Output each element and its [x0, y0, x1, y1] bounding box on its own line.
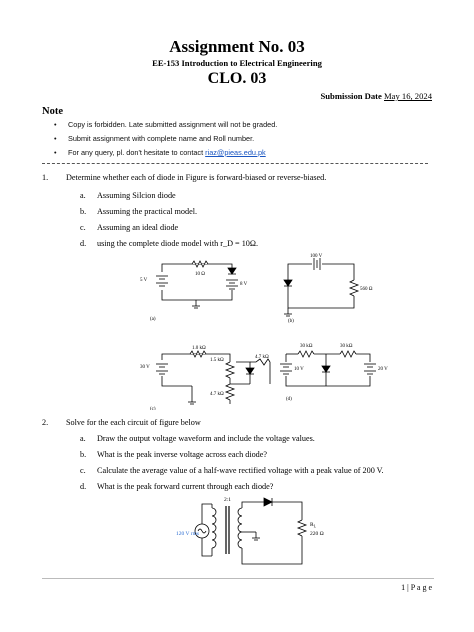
source-label: 120 V rms: [176, 531, 200, 537]
submission-date-line: [320, 91, 432, 101]
q2-part-letter: b.: [80, 450, 87, 459]
fig-c-label: 1.0 kΩ: [192, 346, 206, 351]
fig-a-caption: (a): [150, 317, 156, 322]
diode-icon: [264, 498, 272, 506]
load-resistor: [298, 520, 306, 536]
q1-circuit-figure: [140, 250, 390, 410]
note-bullet-text: Submit assignment with complete name and Roll number.: [68, 134, 255, 143]
q1-part-text: Assuming an ideal diode: [97, 223, 179, 232]
q1-part-text: using the complete diode model with r_D = 10Ω.: [97, 239, 259, 248]
fig-c-label: 30 V: [140, 365, 150, 370]
q1-text: Determine whether each of diode in Figure is forward-biased or reverse-biased.: [66, 173, 327, 182]
fig-b-caption: (b): [288, 319, 294, 324]
q2-part-text: What is the peak forward current through each diode?: [97, 482, 274, 491]
q1-part-letter: d.: [80, 239, 87, 248]
q1-number: 1.: [42, 173, 49, 182]
q1-part-text: Assuming the practical model.: [97, 207, 198, 216]
source-wire: [202, 538, 212, 556]
fig-a-label: 8 V: [240, 282, 248, 287]
q2-text: Solve for the each circuit of figure below: [66, 418, 201, 427]
rl-value: 220 Ω: [310, 531, 324, 537]
submission-date: May 16, 2024: [384, 91, 432, 101]
page-footer: [401, 583, 432, 592]
q2-part-text: Draw the output voltage waveform and include the voltage values.: [97, 434, 315, 443]
fig-b-label: 100 V: [310, 254, 323, 259]
q1-part-text: Assuming Silcion diode: [97, 191, 176, 200]
footer-divider: [42, 578, 434, 579]
q1-part-letter: b.: [80, 207, 87, 216]
course-title: EE-153 Introduction to Electrical Engineering: [152, 58, 322, 68]
rl-label: $R_L$: [310, 522, 317, 529]
fig-d-label: 10 V: [294, 367, 304, 372]
fig-c-label: 4.7 kΩ: [210, 392, 224, 397]
contact-email-link[interactable]: riaz@pieas.edu.pk: [205, 148, 266, 157]
q1-part-letter: a.: [80, 191, 86, 200]
sine-icon: [198, 529, 206, 533]
fig-c-label: 4.7 kΩ: [255, 355, 269, 360]
fig-c-caption: (c): [150, 407, 156, 410]
fig-b-label: 560 Ω: [360, 287, 373, 292]
q2-part-text: What is the peak inverse voltage across each diode?: [97, 450, 268, 459]
q2-part-letter: a.: [80, 434, 86, 443]
q2-part-letter: c.: [80, 466, 86, 475]
fig-d-label: 20 V: [378, 367, 388, 372]
q1-part-letter: c.: [80, 223, 86, 232]
assignment-title: Assignment No. 03: [169, 37, 305, 56]
fig-d-caption: (d): [286, 397, 292, 402]
primary-coil: [212, 508, 216, 548]
source-wire: [202, 504, 212, 524]
secondary-coil: [238, 508, 242, 548]
turns-ratio-label: 2:1: [224, 497, 232, 503]
separator-dashed: [42, 163, 428, 164]
page-number: 1: [401, 583, 406, 592]
q2-number: 2.: [42, 418, 49, 427]
note-bullet-text: Copy is forbidden. Late submitted assignment will not be graded.: [68, 120, 278, 129]
q2-part-text: Calculate the average value of a half-wave rectified voltage with a peak value of 200 V.: [97, 466, 384, 475]
fig-d-label: 30 kΩ: [300, 344, 313, 349]
q2-part-letter: d.: [80, 482, 87, 491]
fig-a-label: 5 V: [140, 278, 148, 283]
fig-d-label: 30 kΩ: [340, 344, 353, 349]
circuit-a: [156, 261, 238, 308]
fig-c-label: 1.5 kΩ: [210, 358, 224, 363]
fig-a-label: 10 Ω: [195, 272, 205, 277]
q2-rectifier-figure: [172, 494, 332, 570]
note-bullet: • For any query, pl. don't hesitate to contact riaz@pieas.edu.pk: [54, 148, 266, 157]
note-bullet: • Copy is forbidden. Late submitted assignment will not be graded.: [54, 120, 278, 129]
page-label: P a g e: [410, 583, 432, 592]
note-heading: Note: [42, 106, 63, 117]
footer-separator: |: [407, 583, 409, 592]
note-bullet-text: For any query, pl. don't hesitate to contact: [68, 148, 204, 157]
circuit-b: [284, 258, 358, 316]
clo-heading: CLO. 03: [207, 70, 267, 87]
note-bullet: • Submit assignment with complete name and Roll number.: [54, 134, 255, 143]
submission-label: Submission Date: [320, 91, 382, 101]
